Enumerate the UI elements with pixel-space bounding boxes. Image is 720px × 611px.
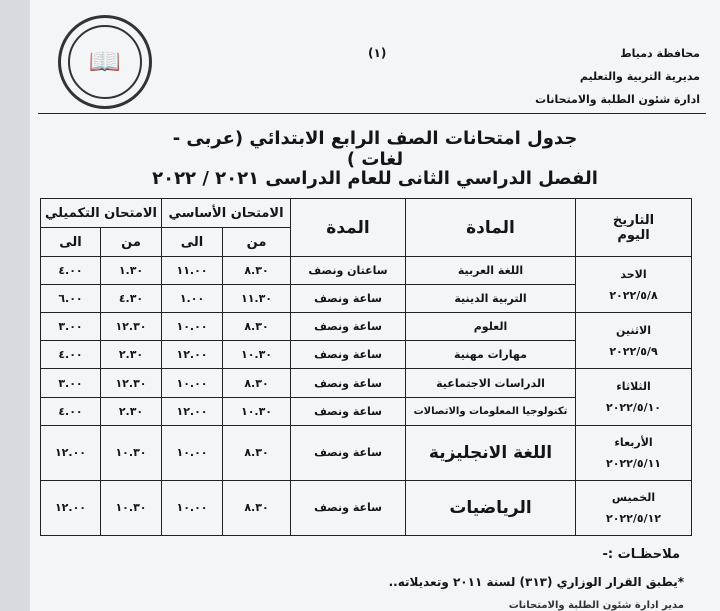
main-to-cell: ١١.٠٠: [162, 257, 223, 285]
makeup-to-cell: ٣.٠٠: [41, 369, 101, 397]
day-cell: الثلاثاء ٢٠٢٢/٥/١٠: [576, 369, 692, 425]
seal-logo: [58, 15, 152, 109]
makeup-to-cell: ٤.٠٠: [41, 397, 101, 425]
main-from-cell: ١١.٣٠: [223, 285, 291, 313]
duration-cell: ساعتان ونصف: [291, 257, 406, 285]
book-icon: 📖: [68, 25, 142, 99]
makeup-from-cell: ٢.٣٠: [101, 341, 162, 369]
main-from-cell: ٨.٣٠: [223, 369, 291, 397]
duration-cell: ساعة ونصف: [291, 313, 406, 341]
table-row: [41, 480, 692, 535]
header-line: محافظة دمياط: [620, 47, 700, 60]
main-to-cell: ١٠.٠٠: [162, 480, 223, 535]
day-cell: الخميس ٢٠٢٢/٥/١٢: [576, 480, 692, 535]
subject-cell: الدراسات الاجتماعية: [406, 369, 576, 397]
main-from-cell: ٨.٣٠: [223, 257, 291, 285]
makeup-to-cell: ٤.٠٠: [41, 341, 101, 369]
duration-cell: ساعة ونصف: [291, 397, 406, 425]
day-cell: الاحد ٢٠٢٢/٥/٨: [576, 257, 692, 313]
makeup-from-cell: ١.٣٠: [101, 257, 162, 285]
header-line: ادارة شئون الطلبة والامتحانات: [535, 93, 700, 106]
table-row: [41, 369, 692, 397]
subject-cell: اللغة الانجليزية: [406, 425, 576, 480]
makeup-to-cell: ٤.٠٠: [41, 257, 101, 285]
main-from-cell: ١٠.٣٠: [223, 397, 291, 425]
makeup-to-cell: ١٢.٠٠: [41, 480, 101, 535]
header-line: مديرية التربية والتعليم: [579, 70, 700, 83]
table-row: [41, 257, 692, 285]
makeup-from-cell: ١٠.٣٠: [101, 425, 162, 480]
main-from-header: من: [223, 228, 291, 257]
makeup-from-cell: ١٠.٣٠: [101, 480, 162, 535]
duration-cell: ساعة ونصف: [291, 480, 406, 535]
makeup-from-cell: ٢.٣٠: [101, 397, 162, 425]
makeup-exam-header: الامتحان التكميلي: [41, 199, 162, 228]
note-line: *يطبق القرار الوزاري (٣١٣) لسنة ٢٠١١ وتعديلاته..: [388, 575, 684, 589]
duration-cell: ساعة ونصف: [291, 341, 406, 369]
duration-cell: ساعة ونصف: [291, 425, 406, 480]
subject-cell: اللغة العربية: [406, 257, 576, 285]
divider: [38, 113, 706, 114]
makeup-from-cell: ٤.٣٠: [101, 285, 162, 313]
note-line: مدير ادارة شئون الطلبة والامتحانات: [508, 600, 684, 611]
makeup-to-header: الى: [41, 228, 101, 257]
duration-header: المدة: [291, 199, 406, 257]
day-cell: الاثنين ٢٠٢٢/٥/٩: [576, 313, 692, 369]
date-day-header: التاريخ اليوم: [576, 199, 692, 257]
subject-cell: مهارات مهنية: [406, 341, 576, 369]
page-subtitle: الفصل الدراسي الثانى للعام الدراسى ٢٠٢١ / ٢٠٢٢: [152, 168, 598, 189]
exam-schedule-table: [40, 198, 692, 536]
main-to-cell: ١٢.٠٠: [162, 397, 223, 425]
header-block: [535, 42, 700, 111]
day-cell: الأربعاء ٢٠٢٢/٥/١١: [576, 425, 692, 480]
notes-label: ملاحظـات :-: [602, 547, 680, 562]
main-to-cell: ١٢.٠٠: [162, 341, 223, 369]
main-from-cell: ٨.٣٠: [223, 425, 291, 480]
main-from-cell: ١٠.٣٠: [223, 341, 291, 369]
main-to-cell: ١٠.٠٠: [162, 313, 223, 341]
main-exam-header: الامتحان الأساسي: [162, 199, 291, 228]
main-from-cell: ٨.٣٠: [223, 480, 291, 535]
main-to-cell: ١٠.٠٠: [162, 369, 223, 397]
subject-cell: تكنولوجيا المعلومات والاتصالات: [406, 397, 576, 425]
duration-cell: ساعة ونصف: [291, 369, 406, 397]
makeup-from-cell: ١٢.٣٠: [101, 369, 162, 397]
makeup-from-header: من: [101, 228, 162, 257]
makeup-to-cell: ٣.٠٠: [41, 313, 101, 341]
page-edge: [0, 0, 30, 611]
subject-cell: الرياضيات: [406, 480, 576, 535]
main-from-cell: ٨.٣٠: [223, 313, 291, 341]
subject-cell: التربية الدينية: [406, 285, 576, 313]
page-number: (١): [368, 46, 387, 60]
table-row: [41, 313, 692, 341]
duration-cell: ساعة ونصف: [291, 285, 406, 313]
makeup-to-cell: ٦.٠٠: [41, 285, 101, 313]
main-to-cell: ١.٠٠: [162, 285, 223, 313]
makeup-from-cell: ١٢.٣٠: [101, 313, 162, 341]
page-title: جدول امتحانات الصف الرابع الابتدائي (عربى - لغات ): [172, 128, 578, 170]
makeup-to-cell: ١٢.٠٠: [41, 425, 101, 480]
main-to-cell: ١٠.٠٠: [162, 425, 223, 480]
main-to-header: الى: [162, 228, 223, 257]
table-row: [41, 425, 692, 480]
subject-header: المادة: [406, 199, 576, 257]
subject-cell: العلوم: [406, 313, 576, 341]
